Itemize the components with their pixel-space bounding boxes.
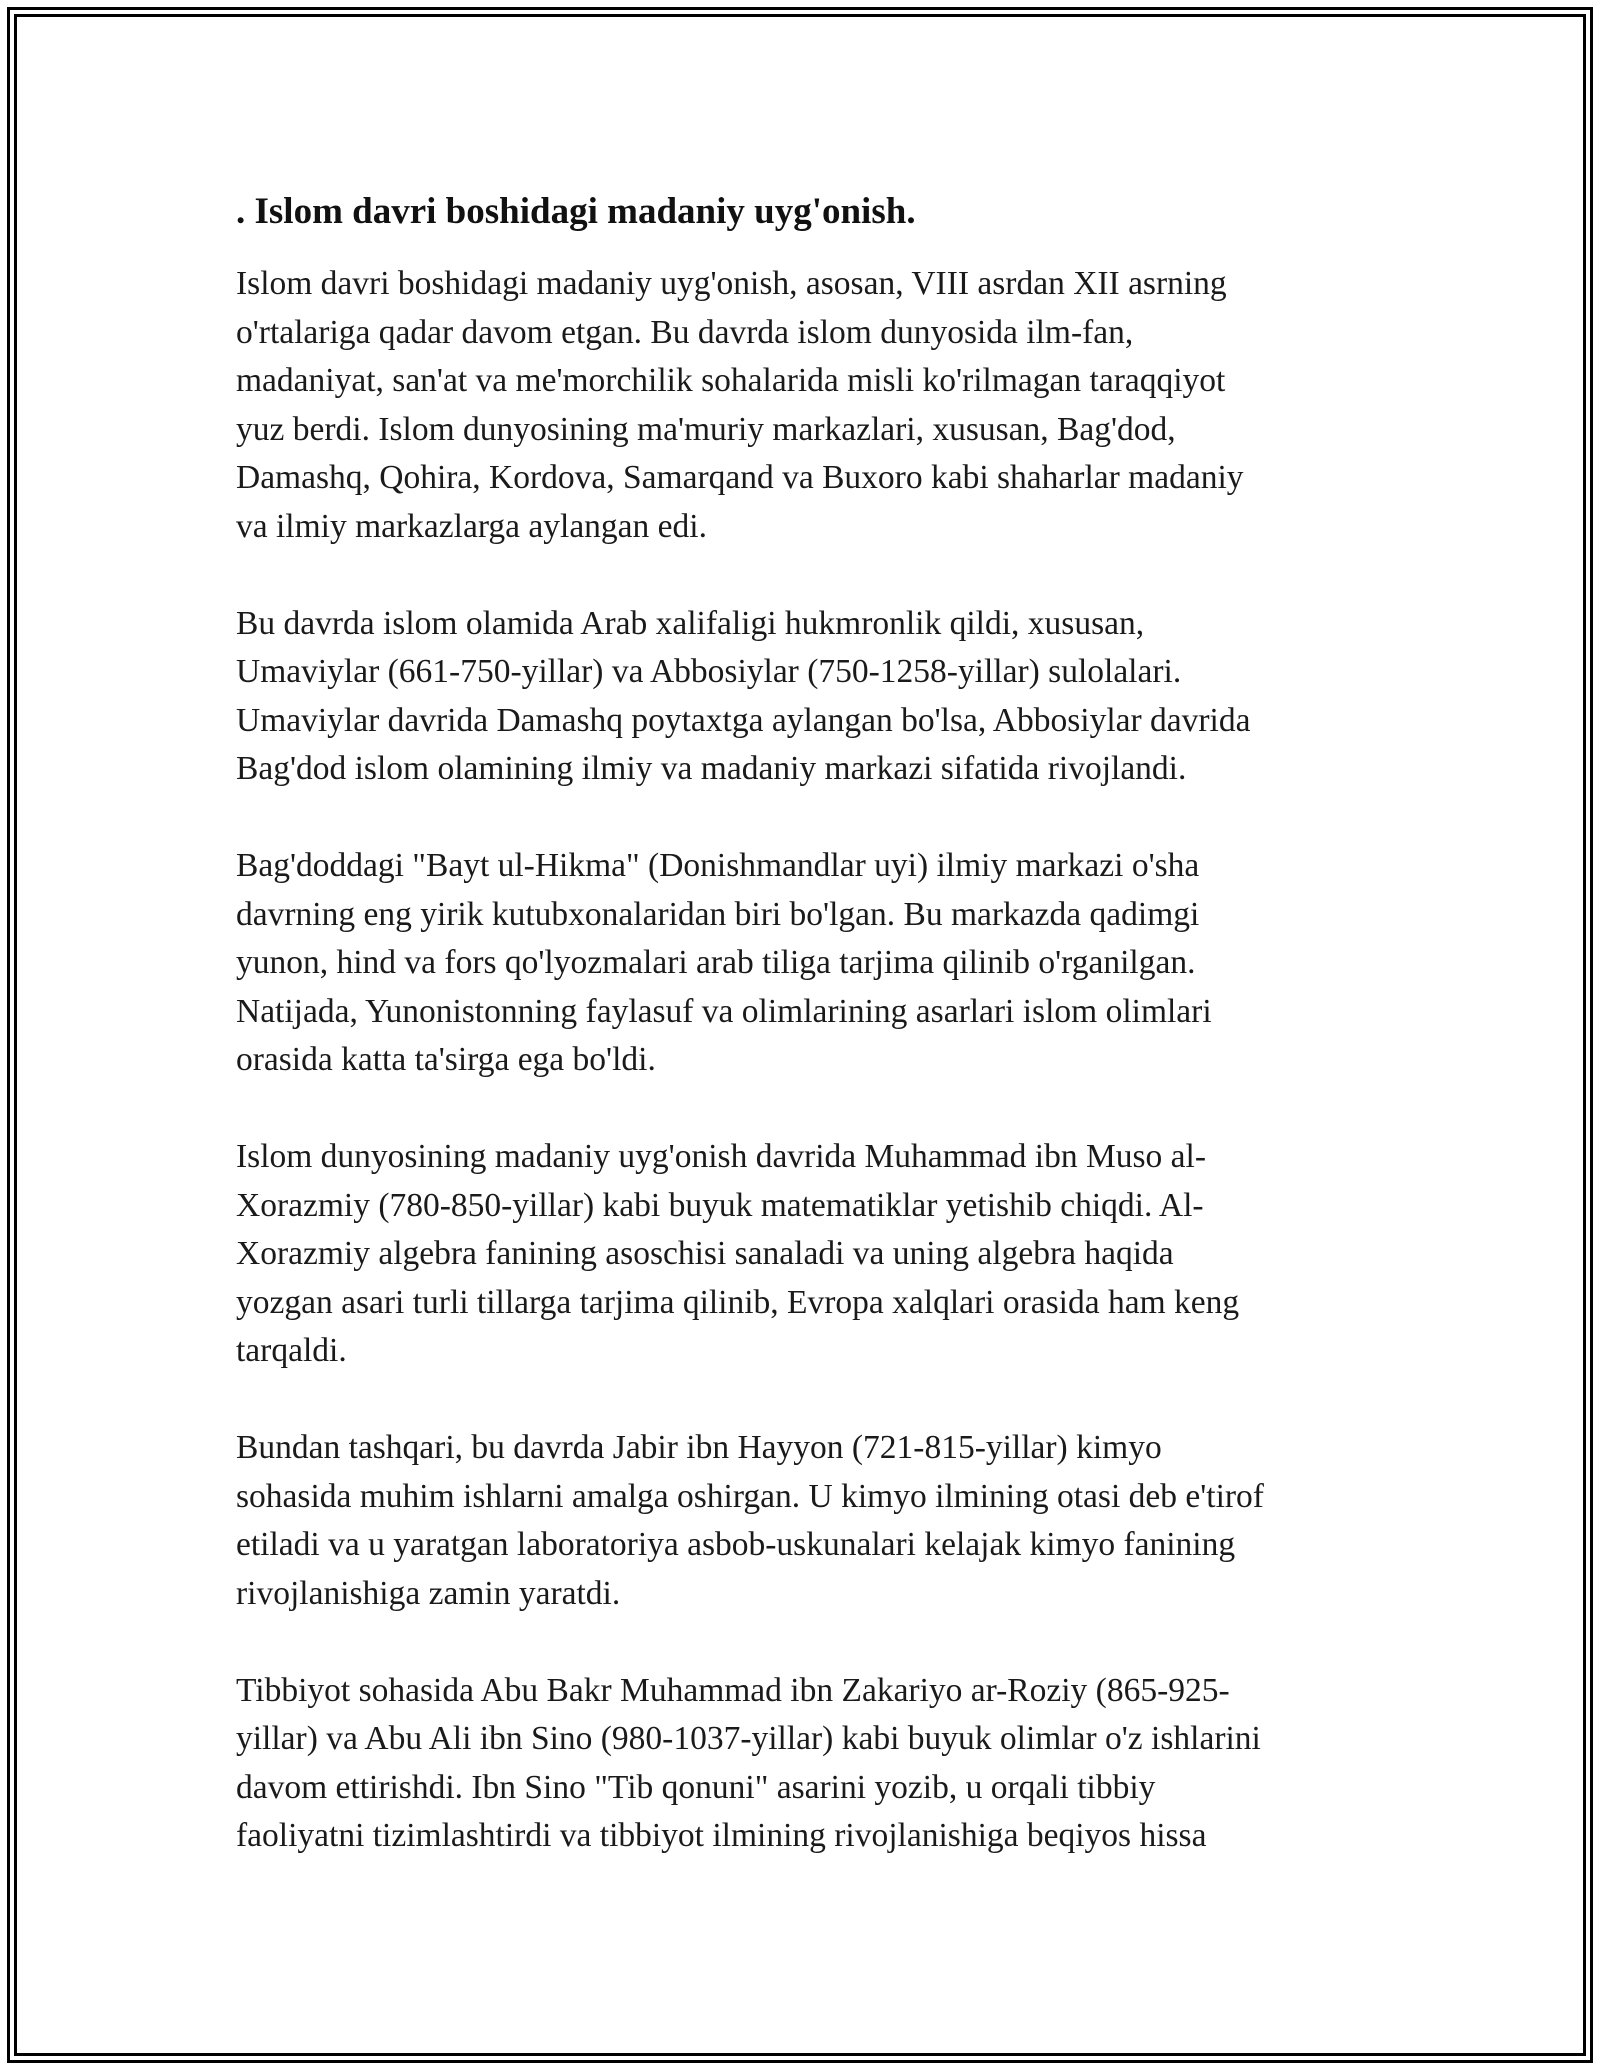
paragraph-line: Damashq, Qohira, Kordova, Samarqand va Buxoro kabi shaharlar madaniy bbox=[236, 459, 1244, 496]
paragraph-line: Umaviylar davrida Damashq poytaxtga aylangan bo'lsa, Abbosiylar davrida bbox=[236, 701, 1251, 739]
paragraph-line: yuz berdi. Islom dunyosining ma'muriy markazlari, xususan, Bag'dod, bbox=[236, 410, 1176, 448]
paragraph-line: Islom davri boshidagi madaniy uyg'onish, asosan, VIII asrdan XII asrning bbox=[236, 265, 1227, 302]
paragraph-line: etiladi va u yaratgan laboratoriya asbob-uskunalari kelajak kimyo fanining bbox=[236, 1526, 1236, 1563]
paragraph-line: davrning eng yirik kutubxonalaridan biri bo'lgan. Bu markazda qadimgi bbox=[236, 895, 1200, 933]
paragraph-line: davom ettirishdi. Ibn Sino "Tib qonuni" asarini yozib, u orqali tibbiy bbox=[236, 1768, 1156, 1806]
paragraph-line: Bag'dod islom olamining ilmiy va madaniy markazi sifatida rivojlandi. bbox=[236, 750, 1187, 787]
paragraph-line: sohasida muhim ishlarni amalga oshirgan. U kimyo ilmining otasi deb e'tirof bbox=[236, 1477, 1264, 1515]
paragraph bbox=[236, 600, 1376, 794]
paragraph bbox=[236, 260, 1376, 551]
paragraph-line: Natijada, Yunonistonning faylasuf va olimlarining asarlari islom olimlari bbox=[236, 992, 1212, 1030]
paragraph-line: Bu davrda islom olamida Arab xalifaligi hukmronlik qildi, xususan, bbox=[236, 604, 1145, 642]
paragraph-line: o'rtalariga qadar davom etgan. Bu davrda islom dunyosida ilm-fan, bbox=[236, 313, 1134, 351]
paragraph-line: orasida katta ta'sirga ega bo'ldi. bbox=[236, 1041, 656, 1078]
paragraph-line: va ilmiy markazlarga aylangan edi. bbox=[236, 507, 707, 545]
paragraph-line: Islom dunyosining madaniy uyg'onish davrida Muhammad ibn Muso al- bbox=[236, 1138, 1206, 1175]
paragraph-line: Bundan tashqari, bu davrda Jabir ibn Hayyon (721-815-yillar) kimyo bbox=[236, 1429, 1162, 1466]
paragraph-line: madaniyat, san'at va me'morchilik sohalarida misli ko'rilmagan taraqqiyot bbox=[236, 362, 1226, 399]
paragraph-line: Tibbiyot sohasida Abu Bakr Muhammad ibn Zakariyo ar-Roziy (865-925- bbox=[236, 1671, 1230, 1709]
paragraph bbox=[236, 1133, 1376, 1376]
paragraph-line: Xorazmiy (780-850-yillar) kabi buyuk matematiklar yetishib chiqdi. Al- bbox=[236, 1186, 1204, 1224]
paragraph-line: Bag'doddagi "Bayt ul-Hikma" (Donishmandlar uyi) ilmiy markazi o'sha bbox=[236, 847, 1200, 884]
paragraph-list bbox=[236, 260, 1376, 1861]
paragraph-line: yillar) va Abu Ali ibn Sino (980-1037-yillar) kabi buyuk olimlar o'z ishlarini bbox=[236, 1720, 1261, 1757]
paragraph-line: faoliyatni tizimlashtirdi va tibbiyot ilmining rivojlanishiga beqiyos hissa bbox=[236, 1817, 1207, 1854]
paragraph-line: yunon, hind va fors qo'lyozmalari arab tiliga tarjima qilinib o'rganilgan. bbox=[236, 944, 1196, 981]
paragraph bbox=[236, 1424, 1376, 1618]
paragraph bbox=[236, 842, 1376, 1085]
paragraph-line: Xorazmiy algebra fanining asoschisi sanaladi va uning algebra haqida bbox=[236, 1235, 1174, 1272]
document-title: . Islom davri boshidagi madaniy uyg'onish. bbox=[236, 191, 916, 232]
document-body bbox=[236, 188, 1376, 1861]
paragraph-line: Umaviylar (661-750-yillar) va Abbosiylar (750-1258-yillar) sulolalari. bbox=[236, 653, 1182, 690]
paragraph-line: tarqaldi. bbox=[236, 1332, 347, 1369]
paragraph-line: yozgan asari turli tillarga tarjima qilinib, Evropa xalqlari orasida ham keng bbox=[236, 1283, 1240, 1321]
paragraph-line: rivojlanishiga zamin yaratdi. bbox=[236, 1574, 621, 1612]
paragraph bbox=[236, 1667, 1376, 1861]
